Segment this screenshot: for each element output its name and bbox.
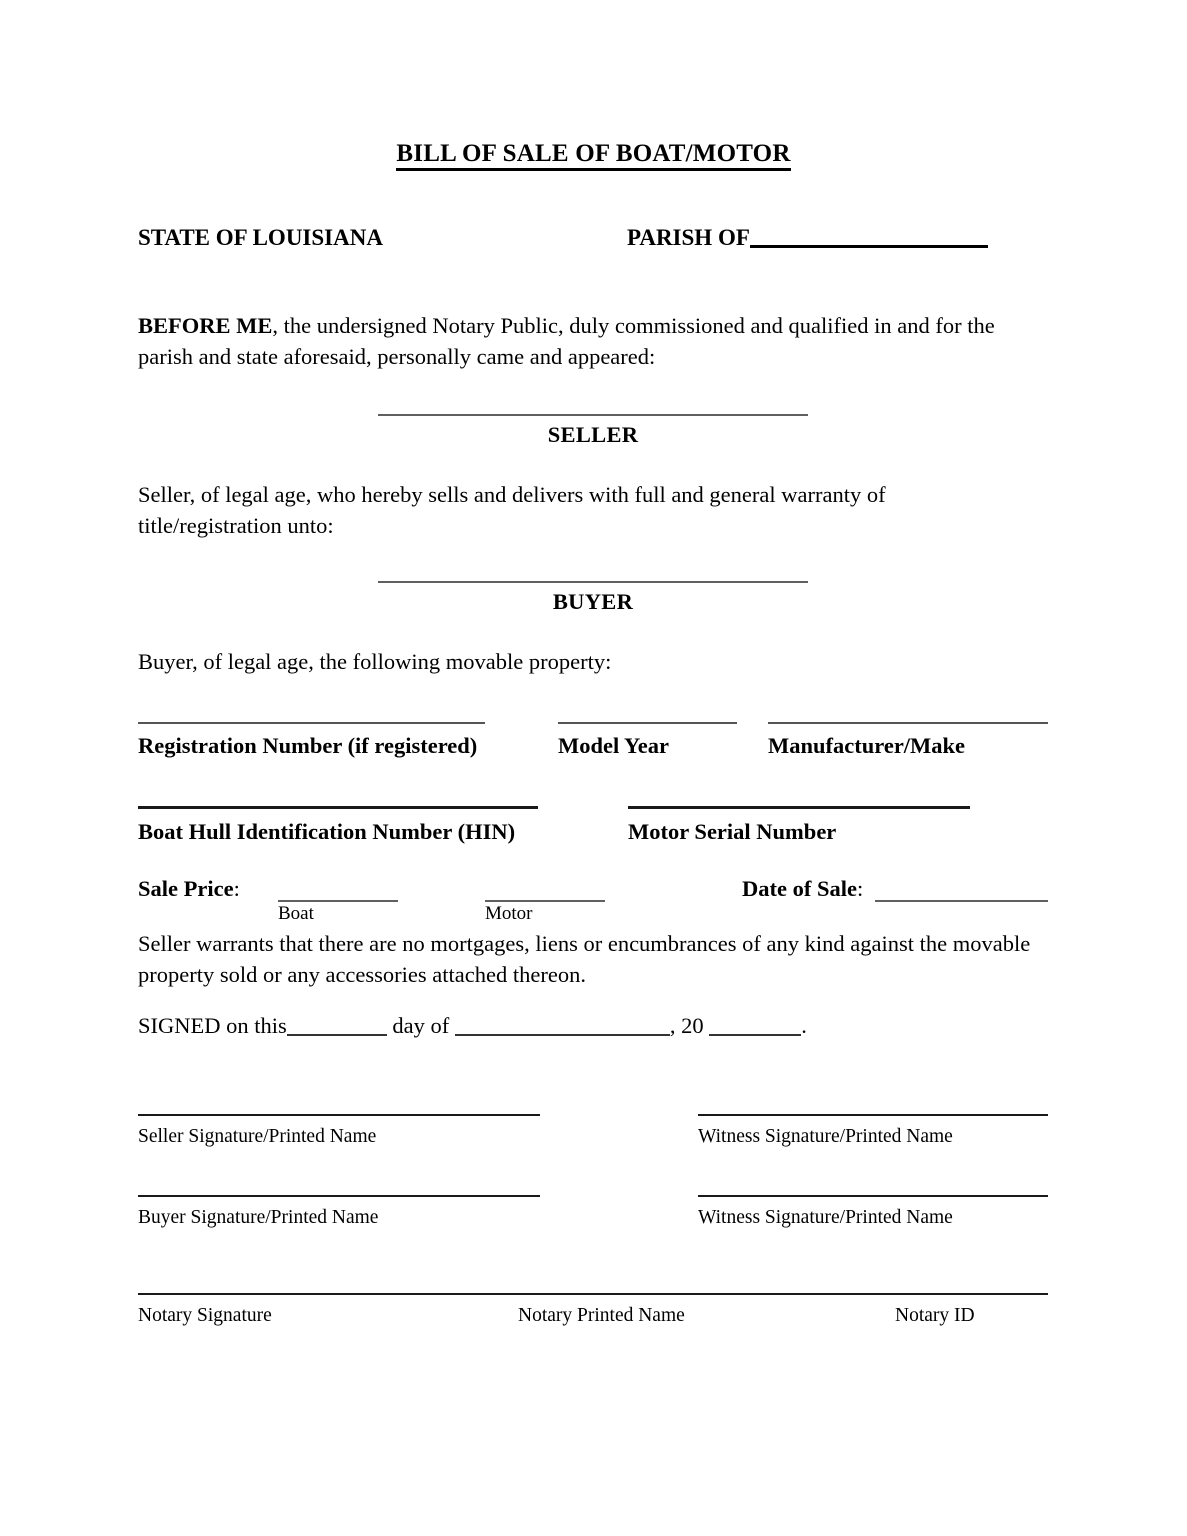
witness-signature-rule-top[interactable]: [698, 1114, 1048, 1116]
signed-month-blank[interactable]: [455, 1034, 670, 1036]
signed-year-blank[interactable]: [709, 1034, 801, 1036]
registration-number-label: Registration Number (if registered): [138, 733, 478, 758]
registration-number-rule[interactable]: [138, 722, 485, 724]
date-of-sale-label: Date of Sale: [742, 876, 857, 901]
signed-day-blank[interactable]: [287, 1034, 387, 1036]
signed-prefix: SIGNED on this: [138, 1013, 287, 1038]
page-title-text: BILL OF SALE OF BOAT/MOTOR: [396, 140, 790, 171]
date-of-sale-field: [742, 876, 863, 902]
seller-paragraph: Seller, of legal age, who hereby sells and delivers with full and general warranty of title/registration unto:: [138, 482, 886, 538]
sale-price-motor-rule[interactable]: [485, 900, 605, 902]
buyer-caption: BUYER: [552, 589, 634, 614]
witness-signature-caption-bottom: Witness Signature/Printed Name: [698, 1207, 953, 1228]
manufacturer-make-rule[interactable]: [768, 722, 1048, 724]
notary-id-caption: Notary ID: [895, 1305, 975, 1326]
buyer-name-rule[interactable]: [378, 581, 808, 583]
signed-line: [138, 1013, 807, 1039]
motor-serial-number-label: Motor Serial Number: [628, 819, 837, 844]
hull-identification-number-label: Boat Hull Identification Number (HIN): [138, 819, 516, 844]
seller-caption: SELLER: [547, 422, 639, 447]
parish-label: PARISH OF: [627, 225, 750, 250]
parish-input-blank[interactable]: [750, 245, 988, 248]
signed-middle: day of: [392, 1013, 450, 1038]
parish-field: [627, 225, 988, 251]
manufacturer-make-label: Manufacturer/Make: [768, 733, 966, 758]
motor-serial-number-rule[interactable]: [628, 806, 970, 809]
notary-printed-name-caption: Notary Printed Name: [518, 1305, 685, 1326]
witness-signature-rule-bottom[interactable]: [698, 1195, 1048, 1197]
date-of-sale-colon: :: [856, 876, 864, 901]
buyer-signature-rule[interactable]: [138, 1195, 540, 1197]
witness-signature-caption-top: Witness Signature/Printed Name: [698, 1126, 953, 1147]
seller-signature-caption: Seller Signature/Printed Name: [138, 1126, 377, 1147]
before-me-paragraph: [138, 310, 1033, 372]
sale-price-colon: :: [233, 876, 240, 901]
date-of-sale-rule[interactable]: [875, 900, 1048, 902]
before-me-lead: BEFORE ME: [138, 313, 273, 338]
model-year-rule[interactable]: [558, 722, 737, 724]
buyer-paragraph: Buyer, of legal age, the following movable property:: [138, 649, 612, 674]
page-title: [0, 140, 1187, 168]
hull-identification-number-rule[interactable]: [138, 806, 538, 809]
sale-price-boat-rule[interactable]: [278, 900, 398, 902]
notary-signature-caption: Notary Signature: [138, 1305, 272, 1326]
buyer-signature-caption: Buyer Signature/Printed Name: [138, 1207, 379, 1228]
sale-price-boat-sublabel: Boat: [278, 903, 314, 924]
sale-price-field: [138, 876, 240, 902]
warranty-paragraph: Seller warrants that there are no mortgages, liens or encumbrances of any kind against the movable property sold or any accessories attached thereon.: [138, 931, 1031, 987]
before-me-body: , the undersigned Notary Public, duly commissioned and qualified in and for the parish and state aforesaid, personally came and appeared:: [138, 313, 995, 369]
seller-signature-rule[interactable]: [138, 1114, 540, 1116]
model-year-label: Model Year: [558, 733, 670, 758]
state-label: STATE OF LOUISIANA: [138, 225, 383, 250]
signed-year-prefix: , 20: [669, 1013, 704, 1038]
sale-price-label: Sale Price: [138, 876, 234, 901]
notary-rule[interactable]: [138, 1293, 1048, 1295]
sale-price-motor-sublabel: Motor: [485, 903, 533, 924]
signed-suffix: .: [801, 1013, 807, 1038]
seller-name-rule[interactable]: [378, 414, 808, 416]
